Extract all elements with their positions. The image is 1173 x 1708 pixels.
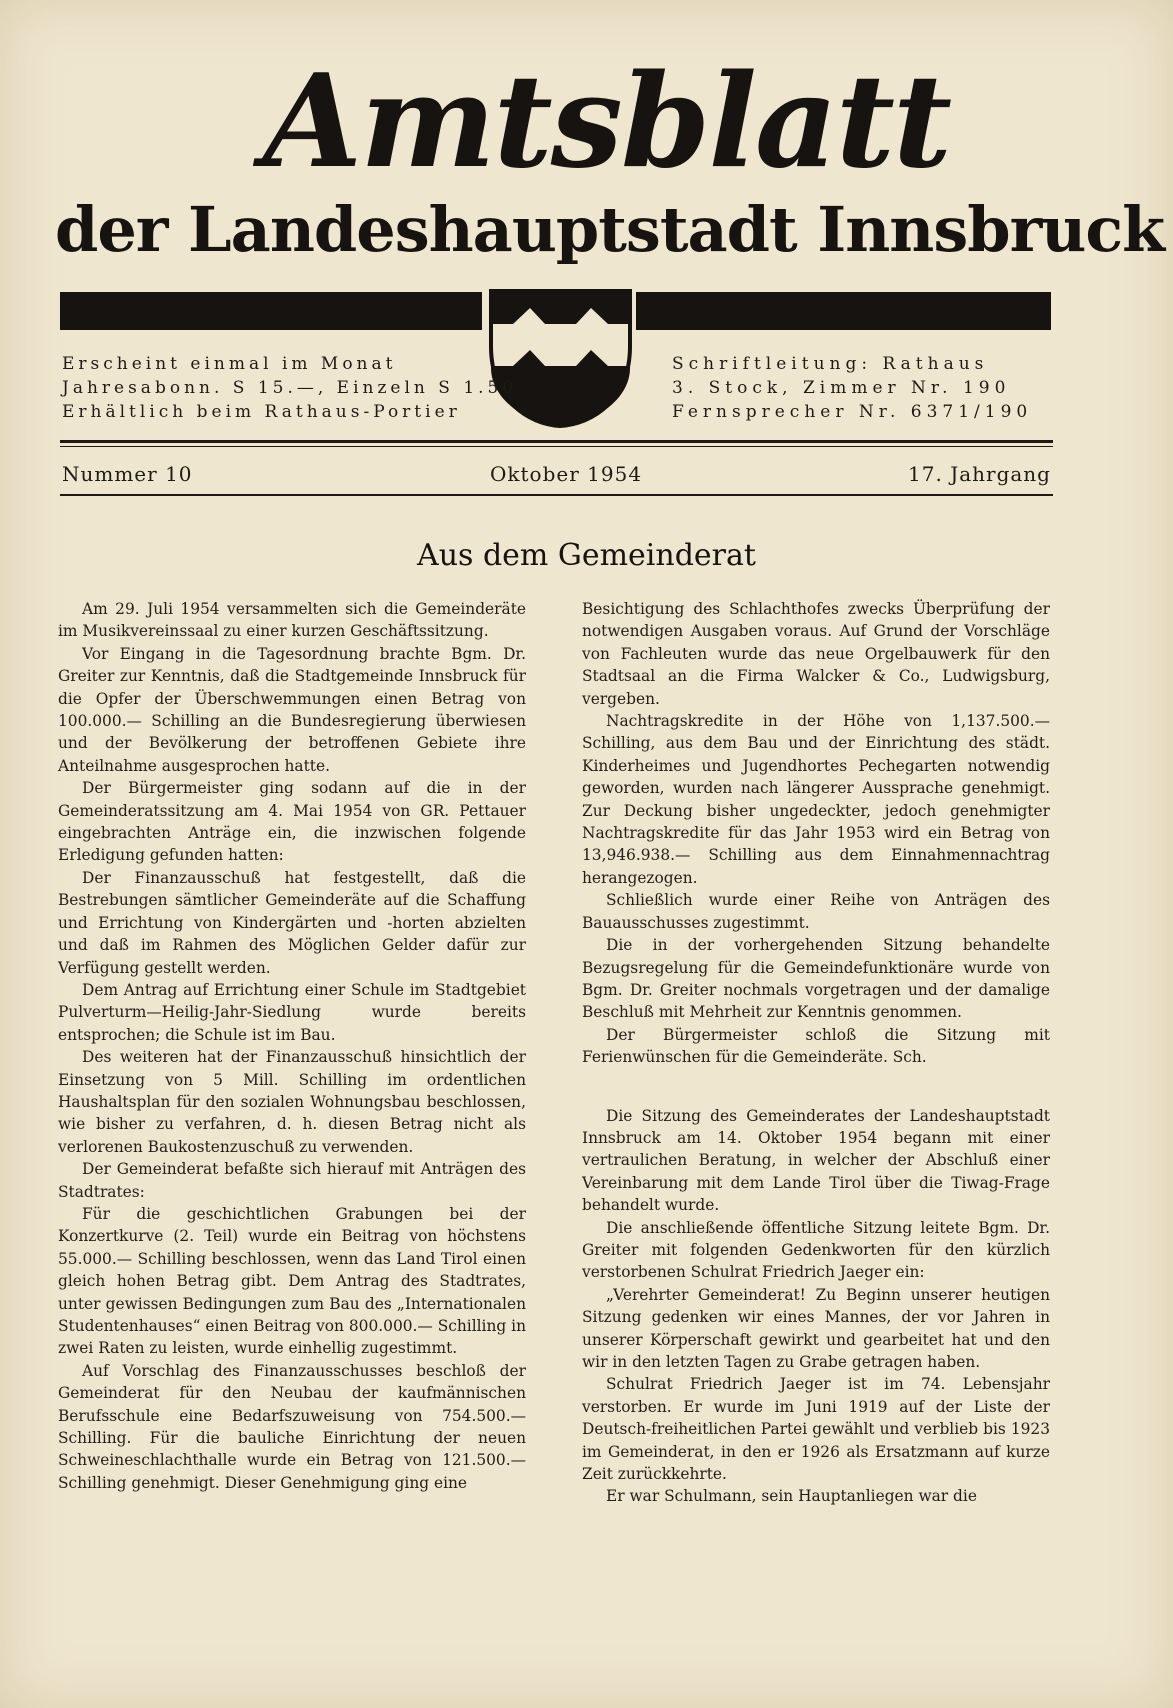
paragraph: Nachtragskredite in der Höhe von 1,137.500.— Schilling, aus dem Bau und der Einrichtung des städt. Kinderheimes und Jugendhortes Pechegarten notwendig geworden, wurden nach längerer Aussprache genehmigt. Zur Deckung bisher ungedeckter, jedoch genehmigter Nachtragskredite für das Jahr 1953 wird ein Betrag von 13,946.938.— Schilling aus dem Einnahmennachtrag herangezogen. — [582, 712, 1050, 887]
masthead-bar-right — [636, 292, 1051, 330]
paragraph: Schulrat Friedrich Jaeger ist im 74. Lebensjahr verstorben. Er wurde im Juni 1919 auf der Liste der Deutsch-freiheitlichen Partei gewählt und verblieb bis 1923 im Gemeinderat, in den er 1926 als Ersatzmann auf kurze Zeit zurückkehrte. — [582, 1375, 1050, 1484]
paragraph: Die anschließende öffentliche Sitzung leitete Bgm. Dr. Greiter mit folgenden Gedenkworten für den kürzlich verstorbenen Schulrat Friedrich Jaeger ein: — [582, 1218, 1050, 1282]
paragraph: Die in der vorhergehenden Sitzung behandelte Bezugsregelung für die Gemeindefunktionäre wurde von Bgm. Dr. Greiter nochmals vorgetragen und der damalige Beschluß mit Mehrheit zur Kenntnis genommen. — [582, 936, 1050, 1022]
paragraph: Des weiteren hat der Finanzausschuß hinsichtlich der Einsetzung von 5 Mill. Schilling im ordentlichen Haushaltsplan für den sozialen Wohnungsbau beschlossen, wie bisher zu verfahren, d. h. diesen Betrag nicht als verlorenen Baukostenzuschuß zu verwenden. — [58, 1048, 526, 1156]
paragraph: Für die geschichtlichen Grabungen bei der Konzertkurve (2. Teil) wurde ein Beitrag von höchstens 55.000.— Schilling beschlossen, wenn das Land Tirol einen gleich hohen Betrag gibt. Dem Antrag des Stadtrates, unter gewissen Bedingungen zum Bau des „Internationalen Studentenhauses“ einen Beitrag von 800.000.— Schilling in zwei Raten zu leisten, wurde einhellig zugestimmt. — [58, 1204, 526, 1358]
publication-frequency: Erscheint einmal im Monat — [62, 354, 397, 374]
article-column-left — [58, 598, 526, 1494]
masthead-subtitle: der Landeshauptstadt Innsbruck — [55, 193, 1165, 266]
article-heading: Aus dem Gemeinderat — [417, 538, 756, 573]
office-room: 3. Stock, Zimmer Nr. 190 — [672, 378, 1011, 398]
divider — [60, 440, 1053, 443]
subscription-info — [62, 352, 517, 424]
paragraph: „Verehrter Gemeinderat! Zu Beginn unserer heutigen Sitzung gedenken wir eines Mannes, der vor Jahren in unserer Körperschaft gewirkt und gearbeitet hat und den wir in den letzten Tagen zu Grabe getragen haben. — [582, 1285, 1050, 1371]
masthead-title: Amtsblatt — [262, 47, 951, 197]
paragraph: Der Finanzausschuß hat festgestellt, daß die Bestrebungen sämtlicher Gemeinderäte auf die Schaffung und Errichtung von Kindergärten und -horten abzielten und daß im Rahmen des Möglichen Gelder dafür zur Verfügung gestellt werden. — [58, 868, 526, 977]
paragraph: Schließlich wurde einer Reihe von Anträgen des Bauausschusses zugestimmt. — [582, 891, 1050, 932]
paragraph: Der Bürgermeister schloß die Sitzung mit Ferienwünschen für die Gemeinderäte. Sch. — [582, 1025, 1050, 1067]
paragraph: Der Bürgermeister ging sodann auf die in der Gemeinderatssitzung am 4. Mai 1954 von GR. Pettauer eingebrachten Anträge ein, die inzwischen folgende Erledigung gefunden hatten: — [58, 779, 526, 865]
article-column-right — [582, 598, 1050, 1508]
telephone-number: Fernsprecher Nr. 6371/190 — [672, 402, 1033, 422]
masthead-bar-left — [60, 292, 482, 330]
paragraph: Am 29. Juli 1954 versammelten sich die Gemeinderäte im Musikvereinssaal zu einer kurzen Geschäftssitzung. — [58, 600, 526, 641]
paragraph: Die Sitzung des Gemeinderates der Landeshauptstadt Innsbruck am 14. Oktober 1954 begann mit einer vertraulichen Beratung, in welcher der Abschluß einer Vereinbarung mit dem Lande Tirol über die Tiwag-Frage behandelt wurde. — [582, 1106, 1050, 1215]
paragraph: Er war Schulmann, sein Hauptanliegen war die — [606, 1487, 977, 1506]
issue-volume: 17. Jahrgang — [908, 462, 1051, 486]
paragraph: Vor Eingang in die Tagesordnung brachte Bgm. Dr. Greiter zur Kenntnis, daß die Stadtgemeinde Innsbruck für die Opfer der Überschwemmungen einen Betrag von 100.000.— Schilling an die Bundesregierung überwiesen und der Bevölkerung der betroffenen Gebiete ihre Anteilnahme ausgesprochen hatte. — [58, 644, 526, 775]
paragraph: Der Gemeinderat befaßte sich hierauf mit Anträgen des Stadtrates: — [58, 1160, 526, 1201]
availability-note: Erhältlich beim Rathaus-Portier — [62, 402, 461, 422]
issue-date: Oktober 1954 — [490, 462, 643, 486]
divider — [60, 494, 1053, 496]
issue-info-line — [60, 462, 1053, 490]
subscription-price: Jahresabonn. S 15.—, Einzeln S 1.50 — [62, 378, 518, 398]
editorial-office: Schriftleitung: Rathaus — [672, 354, 989, 374]
issue-number: Nummer 10 — [62, 462, 193, 486]
paragraph: Auf Vorschlag des Finanzausschusses beschloß der Gemeinderat für den Neubau der kaufmännischen Berufsschule eine Bedarfszuweisung von 754.500.— Schilling. Für die bauliche Einrichtung der neuen Schweineschlachthalle wurde ein Betrag von 121.500.— Schilling genehmigt. Dieser Genehmigung ging eine — [58, 1361, 526, 1492]
paragraph: Dem Antrag auf Errichtung einer Schule im Stadtgebiet Pulverturm—Heilig-Jahr-Siedlung wurde bereits entsprochen; die Schule ist im Bau. — [58, 980, 526, 1044]
paragraph: Besichtigung des Schlachthofes zwecks Überprüfung der notwendigen Ausgaben voraus. Auf Grund der Vorschläge von Fachleuten wurde das neue Orgelbauwerk für den Stadtsaal an die Firma Walcker & Co., Ludwigsburg, vergeben. — [582, 600, 1050, 708]
divider — [60, 446, 1053, 447]
editorial-contact — [672, 352, 1032, 424]
